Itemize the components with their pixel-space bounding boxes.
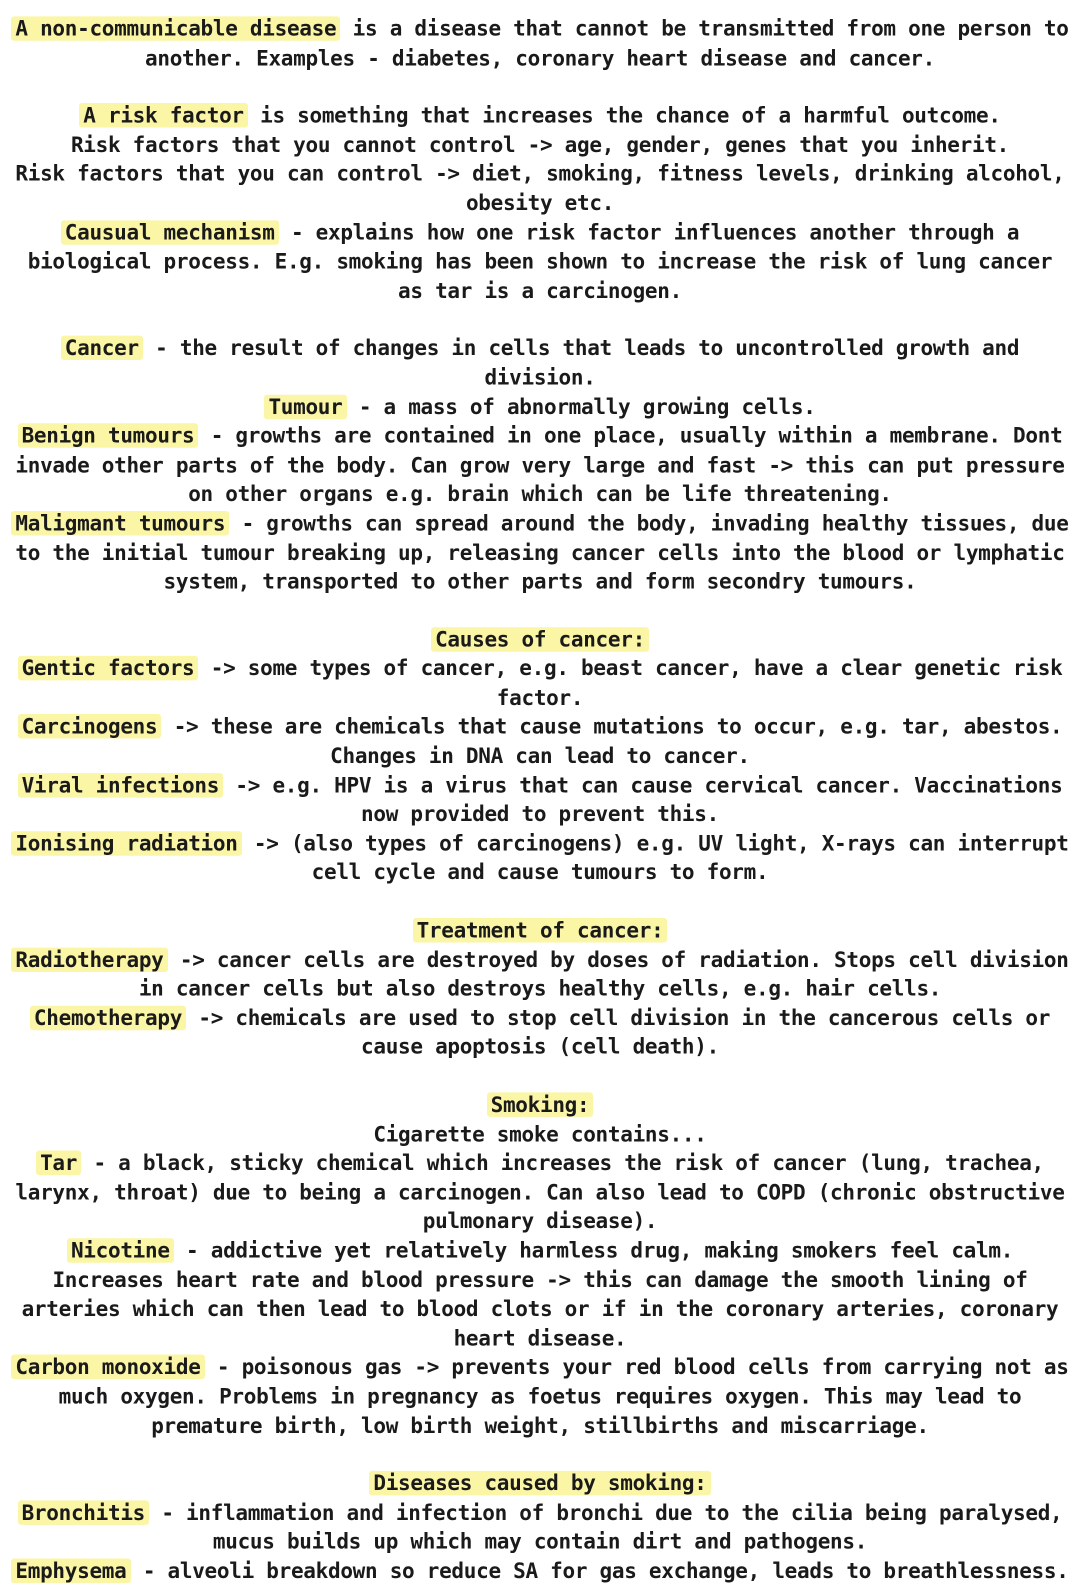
bronchitis-text: - inflammation and infection of bronchi due to the cilia being paralysed, mucus builds up which may contain dirt and pathogens. [149, 1500, 1063, 1554]
chemotherapy [10, 1003, 1070, 1061]
treatment-heading: Treatment of cancer: [413, 918, 668, 942]
viral-term: Viral infections [18, 773, 224, 797]
genetic-term: Gentic factors [18, 656, 199, 680]
carcinogens-term: Carcinogens [18, 714, 162, 738]
tar-text: - a black, sticky chemical which increases the risk of cancer (lung, trachea, larynx, throat) due to being a carcinogen. Can also lead to COPD (chronic obstructive pulmonary disease). [15, 1150, 1065, 1234]
radiation-text: -> (also types of carcinogens) e.g. UV light, X-rays can interrupt cell cycle and cause tumours to form. [241, 831, 1069, 885]
spacer [10, 596, 1070, 625]
tar-term: Tar [36, 1151, 81, 1175]
ionising-radiation [10, 829, 1070, 887]
tar [10, 1149, 1070, 1236]
genetic-text: -> some types of cancer, e.g. beast cancer, have a clear genetic risk factor. [198, 656, 1063, 710]
cancer-term: Cancer [61, 336, 143, 360]
bronchitis [10, 1498, 1070, 1556]
ncd-definition [10, 14, 1070, 72]
smoking-intro: Cigarette smoke contains... [373, 1121, 707, 1147]
emphysema [10, 1556, 1070, 1585]
carbon-monoxide-term: Carbon monoxide [11, 1355, 204, 1379]
carbon-monoxide-text: - poisonous gas -> prevents your red blood cells from carrying not as much oxygen. Problems in pregnancy as foetus requires oxygen. This may lead to premature birth, low birth weight, stillbirths and miscarriage. [58, 1354, 1069, 1438]
malignant-definition [10, 509, 1070, 596]
nicotine-term: Nicotine [67, 1238, 174, 1262]
spacer [10, 1062, 1070, 1091]
causal-mechanism-text: - explains how one risk factor influences another through a biological process. E.g. smoking has been shown to increase the risk of lung cancer as tar is a carcinogen. [27, 219, 1053, 303]
carcinogens-text: -> these are chemicals that cause mutations to occur, e.g. tar, abestos. Changes in DNA can lead to cancer. [161, 714, 1063, 769]
causes-heading: Causes of cancer: [431, 627, 649, 651]
tumour-term: Tumour [264, 394, 346, 418]
spacer [10, 73, 1070, 102]
carbon-monoxide [10, 1353, 1070, 1440]
genetic-factors [10, 654, 1070, 712]
diseases-section [10, 1469, 1070, 1498]
malignant-term: Maligmant tumours [11, 511, 229, 535]
benign-text: - growths are contained in one place, usually within a membrane. Dont invade other parts of the body. Can grow very large and fast -> this can put pressure on other organs e.g. brain which can be life threatening. [15, 423, 1065, 507]
spacer [10, 887, 1070, 916]
tumour-definition [10, 392, 1070, 421]
nicotine [10, 1236, 1070, 1353]
benign-definition [10, 421, 1070, 508]
risk-factor-definition [10, 101, 1070, 130]
radiation-term: Ionising radiation [11, 831, 241, 855]
benign-term: Benign tumours [18, 423, 199, 447]
smoking-heading: Smoking: [487, 1092, 594, 1116]
diseases-heading: Diseases caused by smoking: [369, 1471, 710, 1495]
viral-text: -> e.g. HPV is a virus that can cause cervical cancer. Vaccinations now provided to prevent this. [223, 772, 1063, 827]
bronchitis-term: Bronchitis [18, 1500, 149, 1524]
radiotherapy-term: Radiotherapy [11, 947, 167, 971]
cancer-definition [10, 334, 1070, 392]
spacer [10, 305, 1070, 334]
spacer [10, 1440, 1070, 1469]
chemotherapy-term: Chemotherapy [30, 1006, 186, 1030]
smoking-section [10, 1090, 1070, 1119]
causal-mechanism-definition [10, 218, 1070, 305]
risk-factor-text: is something that increases the chance of a harmful outcome. [247, 103, 1001, 128]
causal-mechanism-term: Causual mechanism [61, 220, 279, 244]
viral-infections [10, 771, 1070, 829]
ncd-text: is a disease that cannot be transmitted from one person to another. Examples - diabetes, coronary heart disease and cancer. [145, 16, 1069, 70]
cancer-text: - the result of changes in cells that leads to uncontrolled growth and division. [142, 335, 1020, 390]
radiotherapy [10, 945, 1070, 1003]
tumour-text: - a mass of abnormally growing cells. [346, 394, 816, 419]
carcinogens [10, 712, 1070, 770]
malignant-text: - growths can spread around the body, invading healthy tissues, due to the initial tumour breaking up, releasing cancer cells into the blood or lymphatic system, transported to other parts and form secondry tumours. [15, 510, 1069, 594]
ncd-term: A non-communicable disease [11, 16, 340, 40]
emphysema-text: - alveoli breakdown so reduce SA for gas exchange, leads to breathlessness. [130, 1558, 1069, 1583]
risk-controllable: Risk factors that you can control -> diet, smoking, fitness levels, drinking alcohol, obesity etc. [15, 161, 1065, 216]
chemotherapy-text: -> chemicals are used to stop cell division in the cancerous cells or cause apoptosis (cell death). [186, 1005, 1051, 1060]
risk-uncontrollable: Risk factors that you cannot control -> age, gender, genes that you inherit. [70, 132, 1010, 157]
causes-section [10, 625, 1070, 654]
radiotherapy-text: -> cancer cells are destroyed by doses of radiation. Stops cell division in cancer cells but also destroys healthy cells, e.g. hair cells. [138, 947, 1069, 1001]
treatment-section [10, 916, 1070, 945]
risk-factor-term: A risk factor [79, 103, 247, 127]
nicotine-text: - addictive yet relatively harmless drug, making smokers feel calm. Increases heart rate and blood pressure -> this can damage the smooth lining of arteries which can then lead to blood clots or if in the coronary arteries, coronary heart disease. [21, 1238, 1059, 1351]
emphysema-term: Emphysema [11, 1558, 130, 1582]
